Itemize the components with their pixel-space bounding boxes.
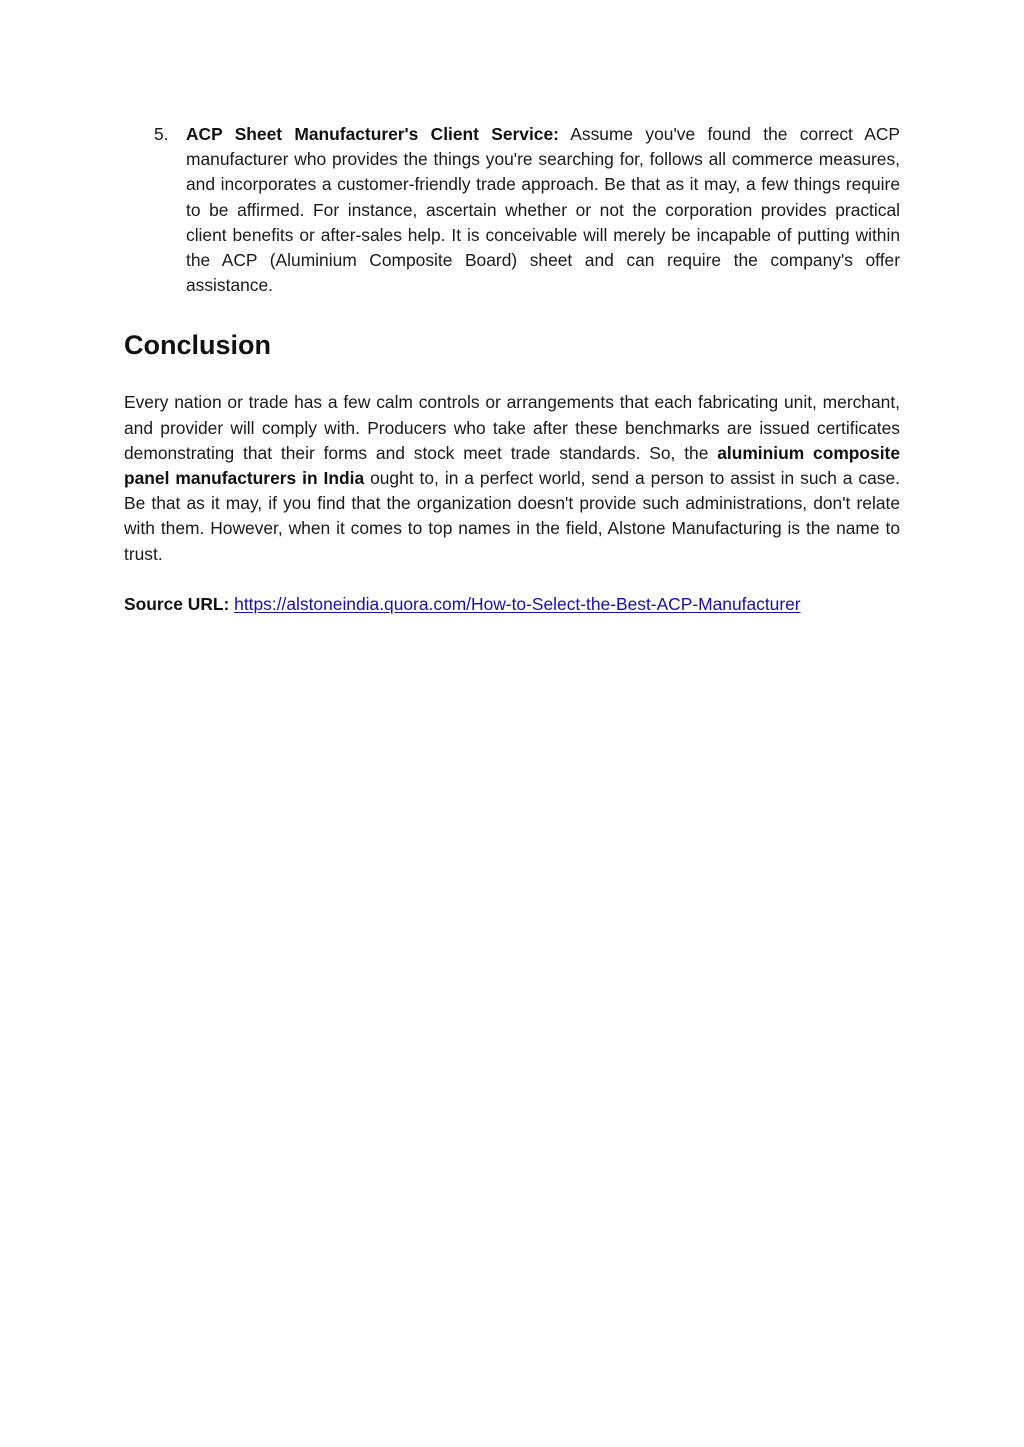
list-item-text: Assume you've found the correct ACP manufacturer who provides the things you're searching for, follows all commerce measures, and incorporates a customer-friendly trade approach. Be that as it may, a few things require to be affirmed. For instance, ascertain whether or not the corporation provides practical client benefits or after-sales help. It is conceivable will merely be incapable of putting within the ACP (Aluminium Composite Board) sheet and can require the company's offer assistance. <box>186 124 900 296</box>
list-item-title: ACP Sheet Manufacturer's Client Service: <box>186 124 559 144</box>
conclusion-bold-phrase: aluminium composite panel manufacturers in India <box>124 442 900 489</box>
list-item-body <box>186 122 900 298</box>
document-page <box>124 122 900 634</box>
conclusion-text-before: Every nation or trade has a few calm controls or arrangements that each fabricating unit, merchant, and provider will comply with. Producers who take after these benchmarks are issued certificates demonstrating that their forms and stock meet trade standards. So, the <box>124 392 900 463</box>
conclusion-text-after: ought to, in a perfect world, send a person to assist in such a case. Be that as it may, if you find that the organization doesn't provide such administrations, don't relate with them. However, when it comes to top names in the field, Alstone Manufacturing is the name to trust. <box>124 468 900 564</box>
source-url-link[interactable]: https://alstoneindia.quora.com/How-to-Select-the-Best-ACP-Manufacturer <box>234 593 801 614</box>
list-number: 5. <box>154 124 169 144</box>
conclusion-paragraph <box>124 390 900 566</box>
source-label: Source URL: <box>124 593 230 614</box>
list-item-client-service <box>124 122 900 298</box>
conclusion-heading: Conclusion <box>124 330 271 361</box>
source-line <box>124 592 900 617</box>
